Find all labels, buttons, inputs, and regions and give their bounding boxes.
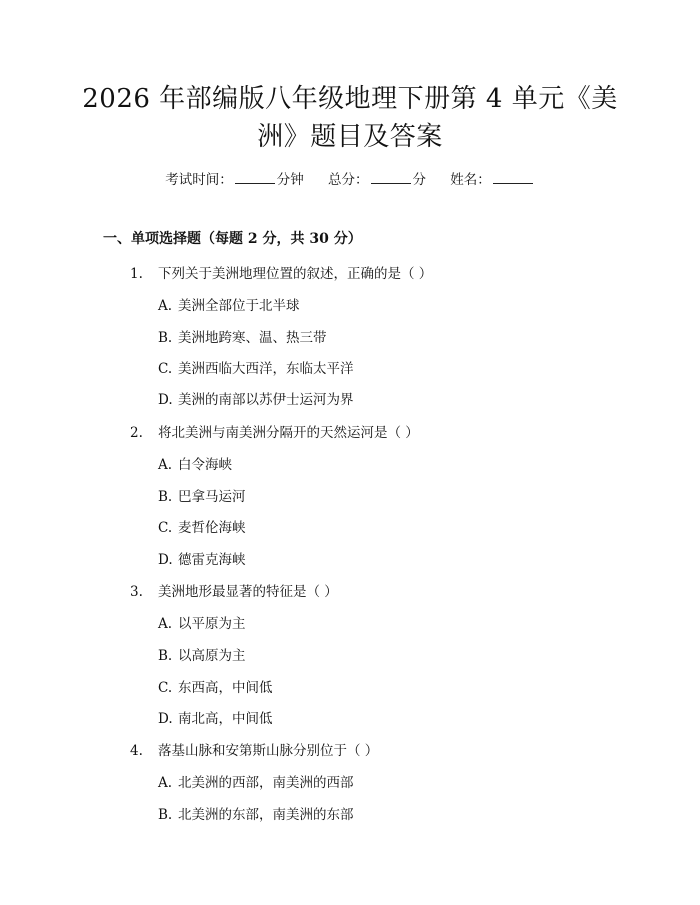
option-text: 白令海峡: [178, 457, 232, 473]
option-3d[interactable]: [158, 707, 273, 727]
option-text: 麦哲伦海峡: [178, 520, 246, 536]
option-letter: A.: [158, 457, 173, 473]
question-text: 美洲地形最显著的特征是（ ）: [158, 584, 338, 600]
option-letter: D.: [158, 392, 173, 408]
exam-time-field: [165, 168, 304, 188]
question-1: [130, 262, 432, 282]
question-text: 落基山脉和安第斯山脉分别位于（ ）: [158, 743, 379, 759]
option-text: 以平原为主: [178, 616, 246, 632]
option-letter: A.: [158, 775, 173, 791]
option-text: 北美洲的东部，南美洲的东部: [178, 807, 354, 823]
option-1b[interactable]: [158, 326, 327, 346]
option-text: 东西高，中间低: [178, 680, 273, 696]
option-3c[interactable]: [158, 676, 273, 696]
question-number: 3.: [130, 584, 143, 600]
section-heading-single-choice: 一、单项选择题（每题 2 分，共 30 分）: [103, 231, 362, 247]
name-label: 姓名：: [450, 172, 491, 188]
total-score-label: 总分：: [328, 172, 369, 188]
question-3: [130, 580, 338, 600]
question-number: 2.: [130, 425, 143, 441]
option-1c[interactable]: [158, 357, 354, 377]
option-4a[interactable]: [158, 771, 354, 791]
option-2a[interactable]: [158, 453, 232, 473]
option-letter: B.: [158, 330, 173, 346]
option-2d[interactable]: [158, 548, 246, 568]
option-letter: A.: [158, 298, 173, 314]
option-letter: C.: [158, 361, 173, 377]
option-1d[interactable]: [158, 388, 354, 408]
title-line-1: 2026 年部编版八年级地理下册第 4 单元《美: [82, 84, 618, 114]
exam-time-label: 考试时间：: [165, 172, 233, 188]
document-title: [60, 80, 640, 156]
option-2b[interactable]: [158, 485, 246, 505]
title-line-2: 洲》题目及答案: [257, 122, 443, 152]
option-letter: D.: [158, 552, 173, 568]
question-2: [130, 421, 419, 441]
question-text: 将北美洲与南美洲分隔开的天然运河是（ ）: [158, 425, 419, 441]
option-4b[interactable]: [158, 803, 354, 823]
question-number: 4.: [130, 743, 143, 759]
option-text: 南北高，中间低: [178, 711, 273, 727]
option-text: 美洲地跨寒、温、热三带: [178, 330, 327, 346]
option-text: 美洲西临大西洋，东临太平洋: [178, 361, 354, 377]
option-text: 德雷克海峡: [178, 552, 246, 568]
option-letter: B.: [158, 489, 173, 505]
option-letter: B.: [158, 648, 173, 664]
exam-time-blank[interactable]: [235, 171, 275, 184]
question-4: [130, 739, 378, 759]
option-text: 美洲的南部以苏伊士运河为界: [178, 392, 354, 408]
total-score-unit: 分: [412, 172, 426, 188]
option-letter: A.: [158, 616, 173, 632]
question-number: 1.: [130, 266, 143, 282]
exam-info-bar: [0, 168, 700, 188]
name-blank[interactable]: [493, 171, 533, 184]
option-text: 巴拿马运河: [178, 489, 246, 505]
total-score-blank[interactable]: [371, 171, 411, 184]
option-letter: C.: [158, 680, 173, 696]
total-score-field: [328, 168, 426, 188]
option-text: 以高原为主: [178, 648, 246, 664]
option-letter: D.: [158, 711, 173, 727]
option-1a[interactable]: [158, 294, 300, 314]
option-2c[interactable]: [158, 516, 246, 536]
exam-time-unit: 分钟: [276, 172, 304, 188]
option-3b[interactable]: [158, 644, 246, 664]
name-field: [450, 168, 535, 188]
option-letter: B.: [158, 807, 173, 823]
option-letter: C.: [158, 520, 173, 536]
option-text: 美洲全部位于北半球: [178, 298, 300, 314]
question-text: 下列关于美洲地理位置的叙述，正确的是（ ）: [158, 266, 433, 282]
option-text: 北美洲的西部，南美洲的西部: [178, 775, 354, 791]
option-3a[interactable]: [158, 612, 246, 632]
